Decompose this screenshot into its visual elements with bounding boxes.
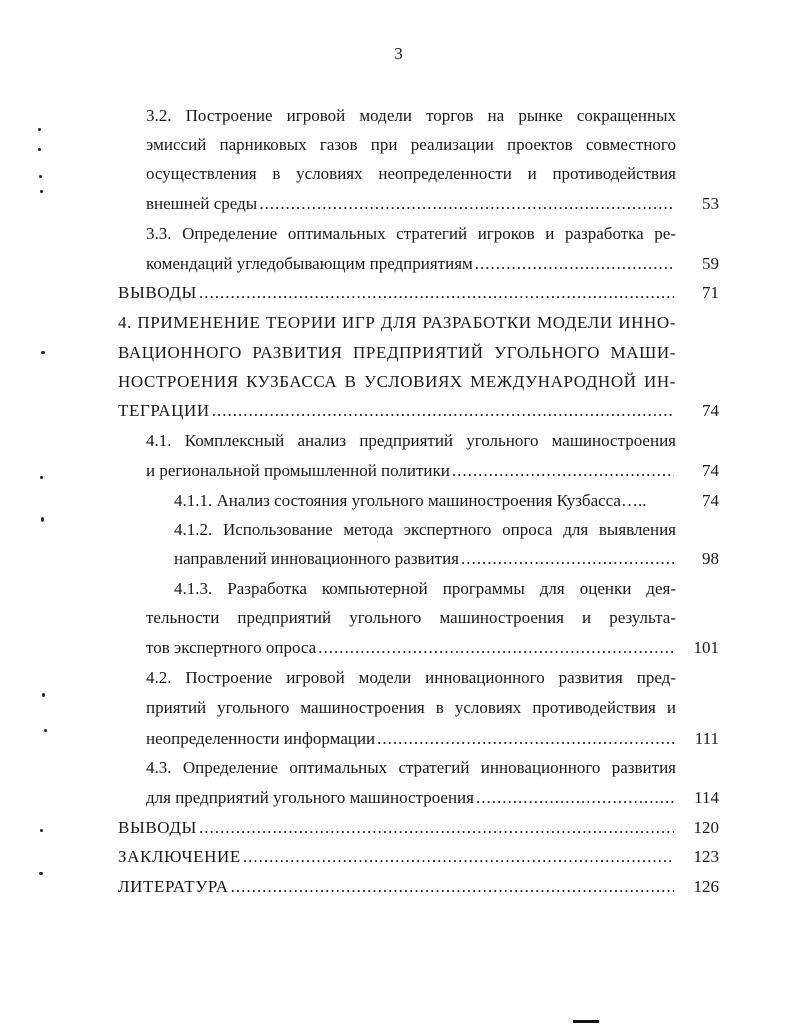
toc-line: ЛИТЕРАТУРА bbox=[118, 877, 229, 896]
toc-line: эмиссий парниковых газов при реализации проектов совместного bbox=[146, 135, 676, 154]
toc-page-number: 101 bbox=[693, 638, 719, 657]
toc-page-number: 98 bbox=[702, 549, 719, 568]
toc-page-number: 111 bbox=[694, 729, 719, 748]
toc-line: ВЫВОДЫ bbox=[118, 283, 197, 302]
toc-line: приятий угольного машиностроения в условиях противодействия и bbox=[146, 698, 676, 717]
toc-line-dotted bbox=[146, 193, 676, 215]
toc-line: и региональной промышленной политики bbox=[146, 461, 450, 480]
toc-line: ЗАКЛЮЧЕНИЕ bbox=[118, 847, 241, 866]
scan-speck bbox=[40, 476, 43, 479]
toc-line: 4. ПРИМЕНЕНИЕ ТЕОРИИ ИГР ДЛЯ РАЗРАБОТКИ МОДЕЛИ ИННО- bbox=[118, 313, 676, 332]
toc-line-dotted bbox=[118, 817, 676, 839]
toc-line: 3.2. Построение игровой модели торгов на рынке сокращенных bbox=[146, 106, 676, 125]
leader-dots bbox=[212, 400, 674, 422]
toc-page-number: 114 bbox=[694, 788, 719, 807]
scan-speck bbox=[39, 872, 43, 875]
scan-speck bbox=[40, 190, 43, 193]
toc-line: 4.1.2. Использование метода экспертного опроса для выявления bbox=[174, 520, 676, 539]
scan-speck bbox=[44, 729, 47, 732]
toc-line-dotted bbox=[118, 282, 676, 304]
toc-page-number: 74 bbox=[702, 491, 719, 510]
page-number: 3 bbox=[394, 44, 403, 63]
toc-page-number: 74 bbox=[702, 401, 719, 420]
toc-line: 4.2. Построение игровой модели инновационного развития пред- bbox=[146, 668, 676, 687]
toc-line: 4.1. Комплексный анализ предприятий угольного машиностроения bbox=[146, 431, 676, 450]
leader-dots bbox=[377, 728, 674, 750]
toc-page-number: 53 bbox=[702, 194, 719, 213]
leader-dots bbox=[199, 282, 674, 304]
leader-dots bbox=[476, 787, 674, 809]
leader-dots bbox=[259, 193, 674, 215]
toc-page-number: 120 bbox=[693, 818, 719, 837]
scan-speck bbox=[38, 148, 41, 151]
toc-page-number: 74 bbox=[702, 461, 719, 480]
leader-dots bbox=[475, 253, 674, 275]
scan-dash bbox=[573, 1020, 599, 1023]
toc-line-dotted bbox=[146, 637, 676, 659]
toc-line: ВЫВОДЫ bbox=[118, 818, 197, 837]
scan-speck bbox=[42, 693, 45, 697]
scan-speck bbox=[41, 517, 44, 522]
toc-line: ВАЦИОННОГО РАЗВИТИЯ ПРЕДПРИЯТИЙ УГОЛЬНОГО МАШИ- bbox=[118, 343, 676, 362]
toc-line-dotted bbox=[146, 460, 676, 482]
leader-dots bbox=[199, 817, 674, 839]
toc-line-dotted bbox=[118, 400, 676, 422]
toc-line-dotted bbox=[174, 548, 676, 570]
toc-line: направлений инновационного развития bbox=[174, 549, 459, 568]
leader-dots bbox=[243, 846, 674, 868]
leader-dots bbox=[231, 876, 674, 898]
toc-line-dotted bbox=[118, 876, 676, 898]
toc-line: комендаций угледобывающим предприятиям bbox=[146, 254, 473, 273]
toc-line: 4.1.3. Разработка компьютерной программы для оценки дея- bbox=[174, 579, 676, 598]
toc-line: внешней среды bbox=[146, 194, 258, 213]
scan-speck bbox=[39, 175, 42, 178]
toc-line: для предприятий угольного машиностроения bbox=[146, 788, 474, 807]
leader-dots bbox=[461, 548, 674, 570]
toc-page-number: 59 bbox=[702, 254, 719, 273]
toc-line: НОСТРОЕНИЯ КУЗБАССА В УСЛОВИЯХ МЕЖДУНАРОДНОЙ ИН- bbox=[118, 372, 676, 391]
toc-line: 4.3. Определение оптимальных стратегий инновационного развития bbox=[146, 758, 676, 777]
toc-line: 4.1.1. Анализ состояния угольного машиностроения Кузбасса….. bbox=[174, 491, 647, 510]
scan-speck bbox=[40, 829, 43, 832]
leader-dots bbox=[318, 637, 674, 659]
toc-line: осуществления в условиях неопределенности и противодействия bbox=[146, 164, 676, 183]
scan-speck bbox=[41, 351, 45, 354]
leader-dots bbox=[452, 460, 674, 482]
toc-page-number: 123 bbox=[693, 847, 719, 866]
scan-speck bbox=[38, 128, 41, 131]
toc-line-dotted bbox=[146, 728, 676, 750]
toc-line-dotted bbox=[146, 253, 676, 275]
toc-line: 3.3. Определение оптимальных стратегий игроков и разработка ре- bbox=[146, 224, 676, 243]
toc-line-dotted bbox=[118, 846, 676, 868]
toc-line-dotted bbox=[146, 787, 676, 809]
toc-line: ТЕГРАЦИИ bbox=[118, 401, 210, 420]
toc-line: тельности предприятий угольного машиностроения и результа- bbox=[146, 608, 676, 627]
toc-line: неопределенности информации bbox=[146, 729, 376, 748]
toc-page-number: 126 bbox=[693, 877, 719, 896]
toc-page-number: 71 bbox=[702, 283, 719, 302]
toc-line: тов экспертного опроса bbox=[146, 638, 317, 657]
